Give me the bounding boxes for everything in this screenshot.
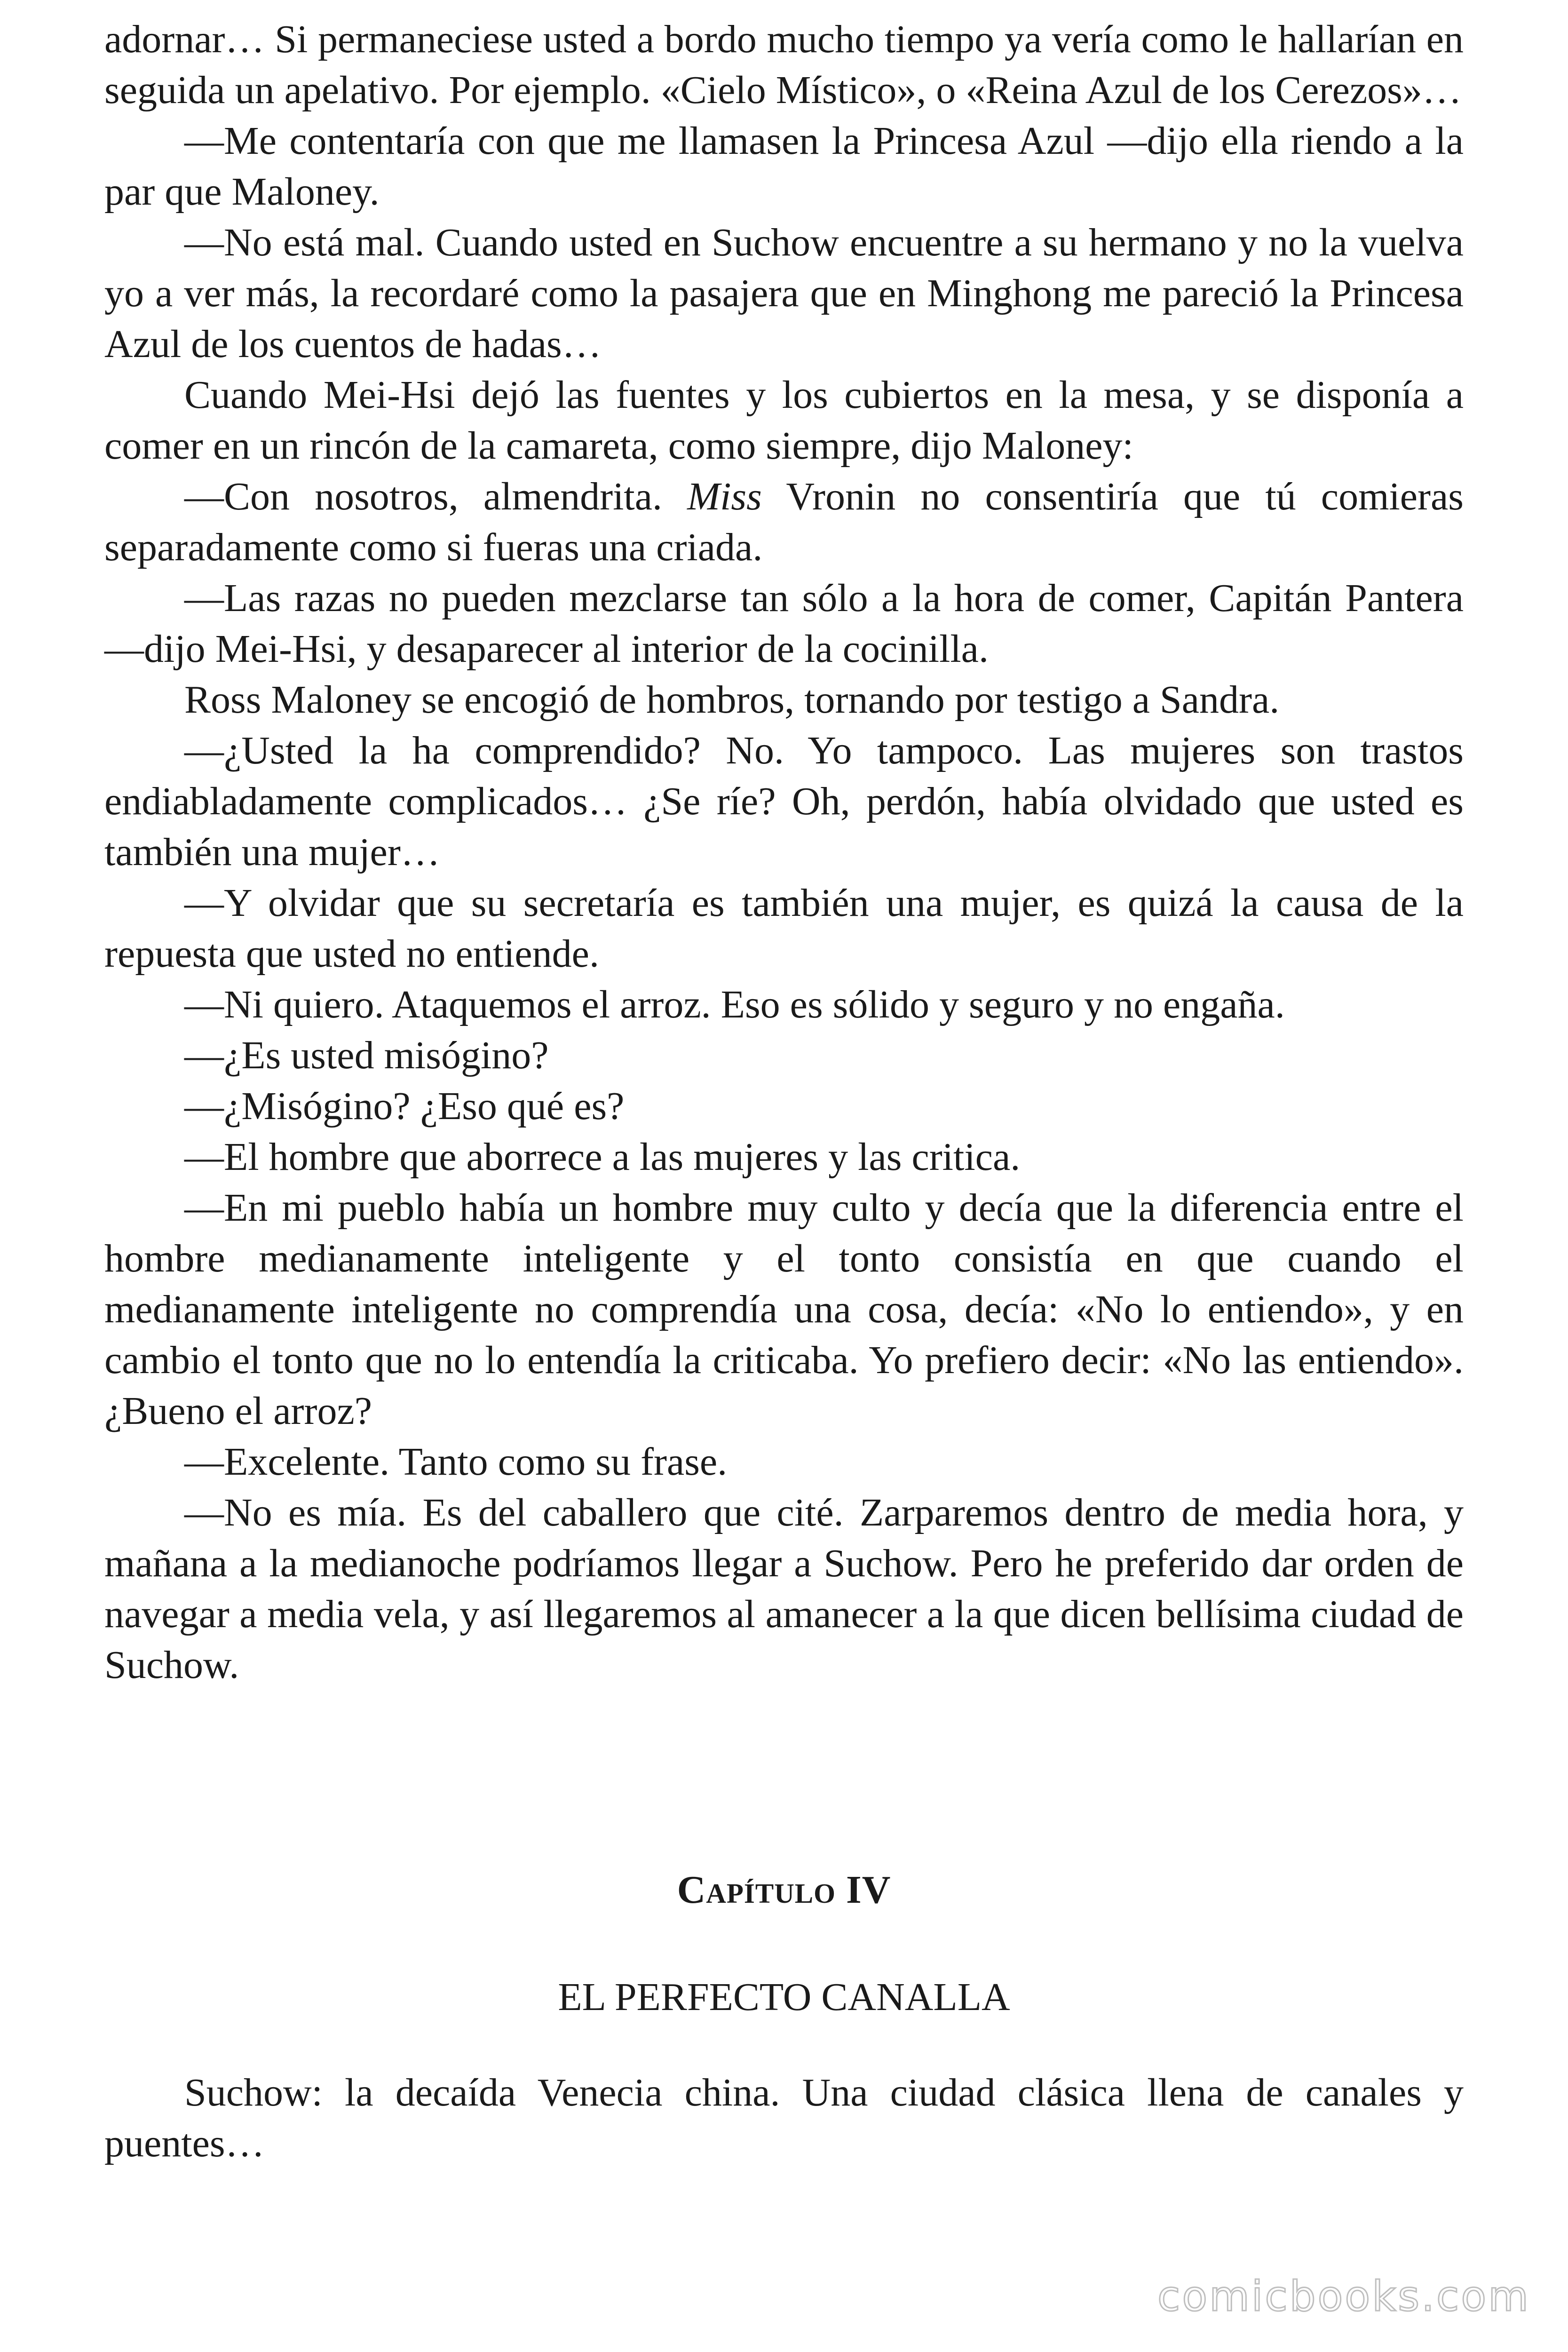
- italic-text: Miss: [687, 475, 762, 518]
- text-run: —No es mía. Es del caballero que cité. Zarparemos dentro de media hora, y mañana a la medianoche podríamos llegar a Suchow. Pero he preferido dar orden de navegar a media vela, y así llegaremos al amanecer a la que dicen bellísima ciudad de Suchow.: [104, 1491, 1464, 1687]
- text-run: —Las razas no pueden mezclarse tan sólo a la hora de comer, Capitán Pantera —dijo Mei-Hsi, y desaparecer al interior de la cocinilla.: [104, 576, 1464, 671]
- paragraph: [104, 1437, 1464, 1487]
- chapter-body-text: [104, 2067, 1464, 2169]
- paragraph: [104, 878, 1464, 979]
- text-run: adornar… Si permaneciese usted a bordo mucho tiempo ya vería como le hallarían en seguida un apelativo. Por ejemplo. «Cielo Místico», o «Reina Azul de los Cerezos»…: [104, 17, 1464, 112]
- body-text: [104, 14, 1464, 1691]
- text-run: —¿Misógino? ¿Eso qué es?: [184, 1084, 625, 1128]
- paragraph: [104, 1183, 1464, 1437]
- paragraph: [104, 471, 1464, 573]
- paragraph: [104, 217, 1464, 370]
- text-run: Ross Maloney se encogió de hombros, tornando por testigo a Sandra.: [184, 678, 1280, 722]
- paragraph: [104, 1487, 1464, 1691]
- chapter-title: EL PERFECTO CANALLA: [558, 1975, 1010, 2019]
- paragraph: [104, 14, 1464, 116]
- watermark-logo: comicbooks.com: [1157, 2272, 1530, 2320]
- text-run: Vronin no consentiría que tú comieras separadamente como si fueras una criada.: [104, 475, 1464, 569]
- paragraph: [104, 1132, 1464, 1183]
- text-run: —Con nosotros, almendrita.: [184, 475, 688, 518]
- paragraph: [104, 1030, 1464, 1081]
- text-run: —Y olvidar que su secretaría es también una mujer, es quizá la causa de la repuesta que usted no entiende.: [104, 881, 1464, 976]
- text-run: —El hombre que aborrece a las mujeres y las critica.: [184, 1135, 1021, 1179]
- chapter-heading: Capítulo IV: [677, 1868, 891, 1912]
- paragraph: [104, 1081, 1464, 1132]
- text-run: —¿Es usted misógino?: [184, 1033, 549, 1077]
- text-run: —No está mal. Cuando usted en Suchow encuentre a su hermano y no la vuelva yo a ver más, la recordaré como la pasajera que en Minghong me pareció la Princesa Azul de los cuentos de hadas…: [104, 221, 1464, 366]
- paragraph: [104, 2067, 1464, 2169]
- paragraph: [104, 675, 1464, 725]
- book-page: [104, 14, 1464, 2169]
- paragraph: [104, 116, 1464, 217]
- text-run: —En mi pueblo había un hombre muy culto y decía que la diferencia entre el hombre medianamente inteligente y el tonto consistía en que cuando el medianamente inteligente no comprendía una cosa, decía: «No lo entiendo», y en cambio el tonto que no lo entendía la criticaba. Yo prefiero decir: «No las entiendo». ¿Bueno el arroz?: [104, 1186, 1464, 1433]
- paragraph: [104, 370, 1464, 471]
- text-run: —Excelente. Tanto como su frase.: [184, 1440, 728, 1484]
- paragraph: [104, 979, 1464, 1030]
- text-run: —Me contentaría con que me llamasen la Princesa Azul —dijo ella riendo a la par que Maloney.: [104, 119, 1464, 214]
- paragraph: [104, 725, 1464, 878]
- text-run: Cuando Mei-Hsi dejó las fuentes y los cubiertos en la mesa, y se disponía a comer en un rincón de la camareta, como siempre, dijo Maloney:: [104, 373, 1464, 468]
- text-run: —¿Usted la ha comprendido? No. Yo tampoco. Las mujeres son trastos endiabladamente complicados… ¿Se ríe? Oh, perdón, había olvidado que usted es también una mujer…: [104, 729, 1464, 874]
- paragraph: [104, 573, 1464, 675]
- text-run: Suchow: la decaída Venecia china. Una ciudad clásica llena de canales y puentes…: [104, 2071, 1464, 2165]
- text-run: —Ni quiero. Ataquemos el arroz. Eso es sólido y seguro y no engaña.: [184, 983, 1285, 1026]
